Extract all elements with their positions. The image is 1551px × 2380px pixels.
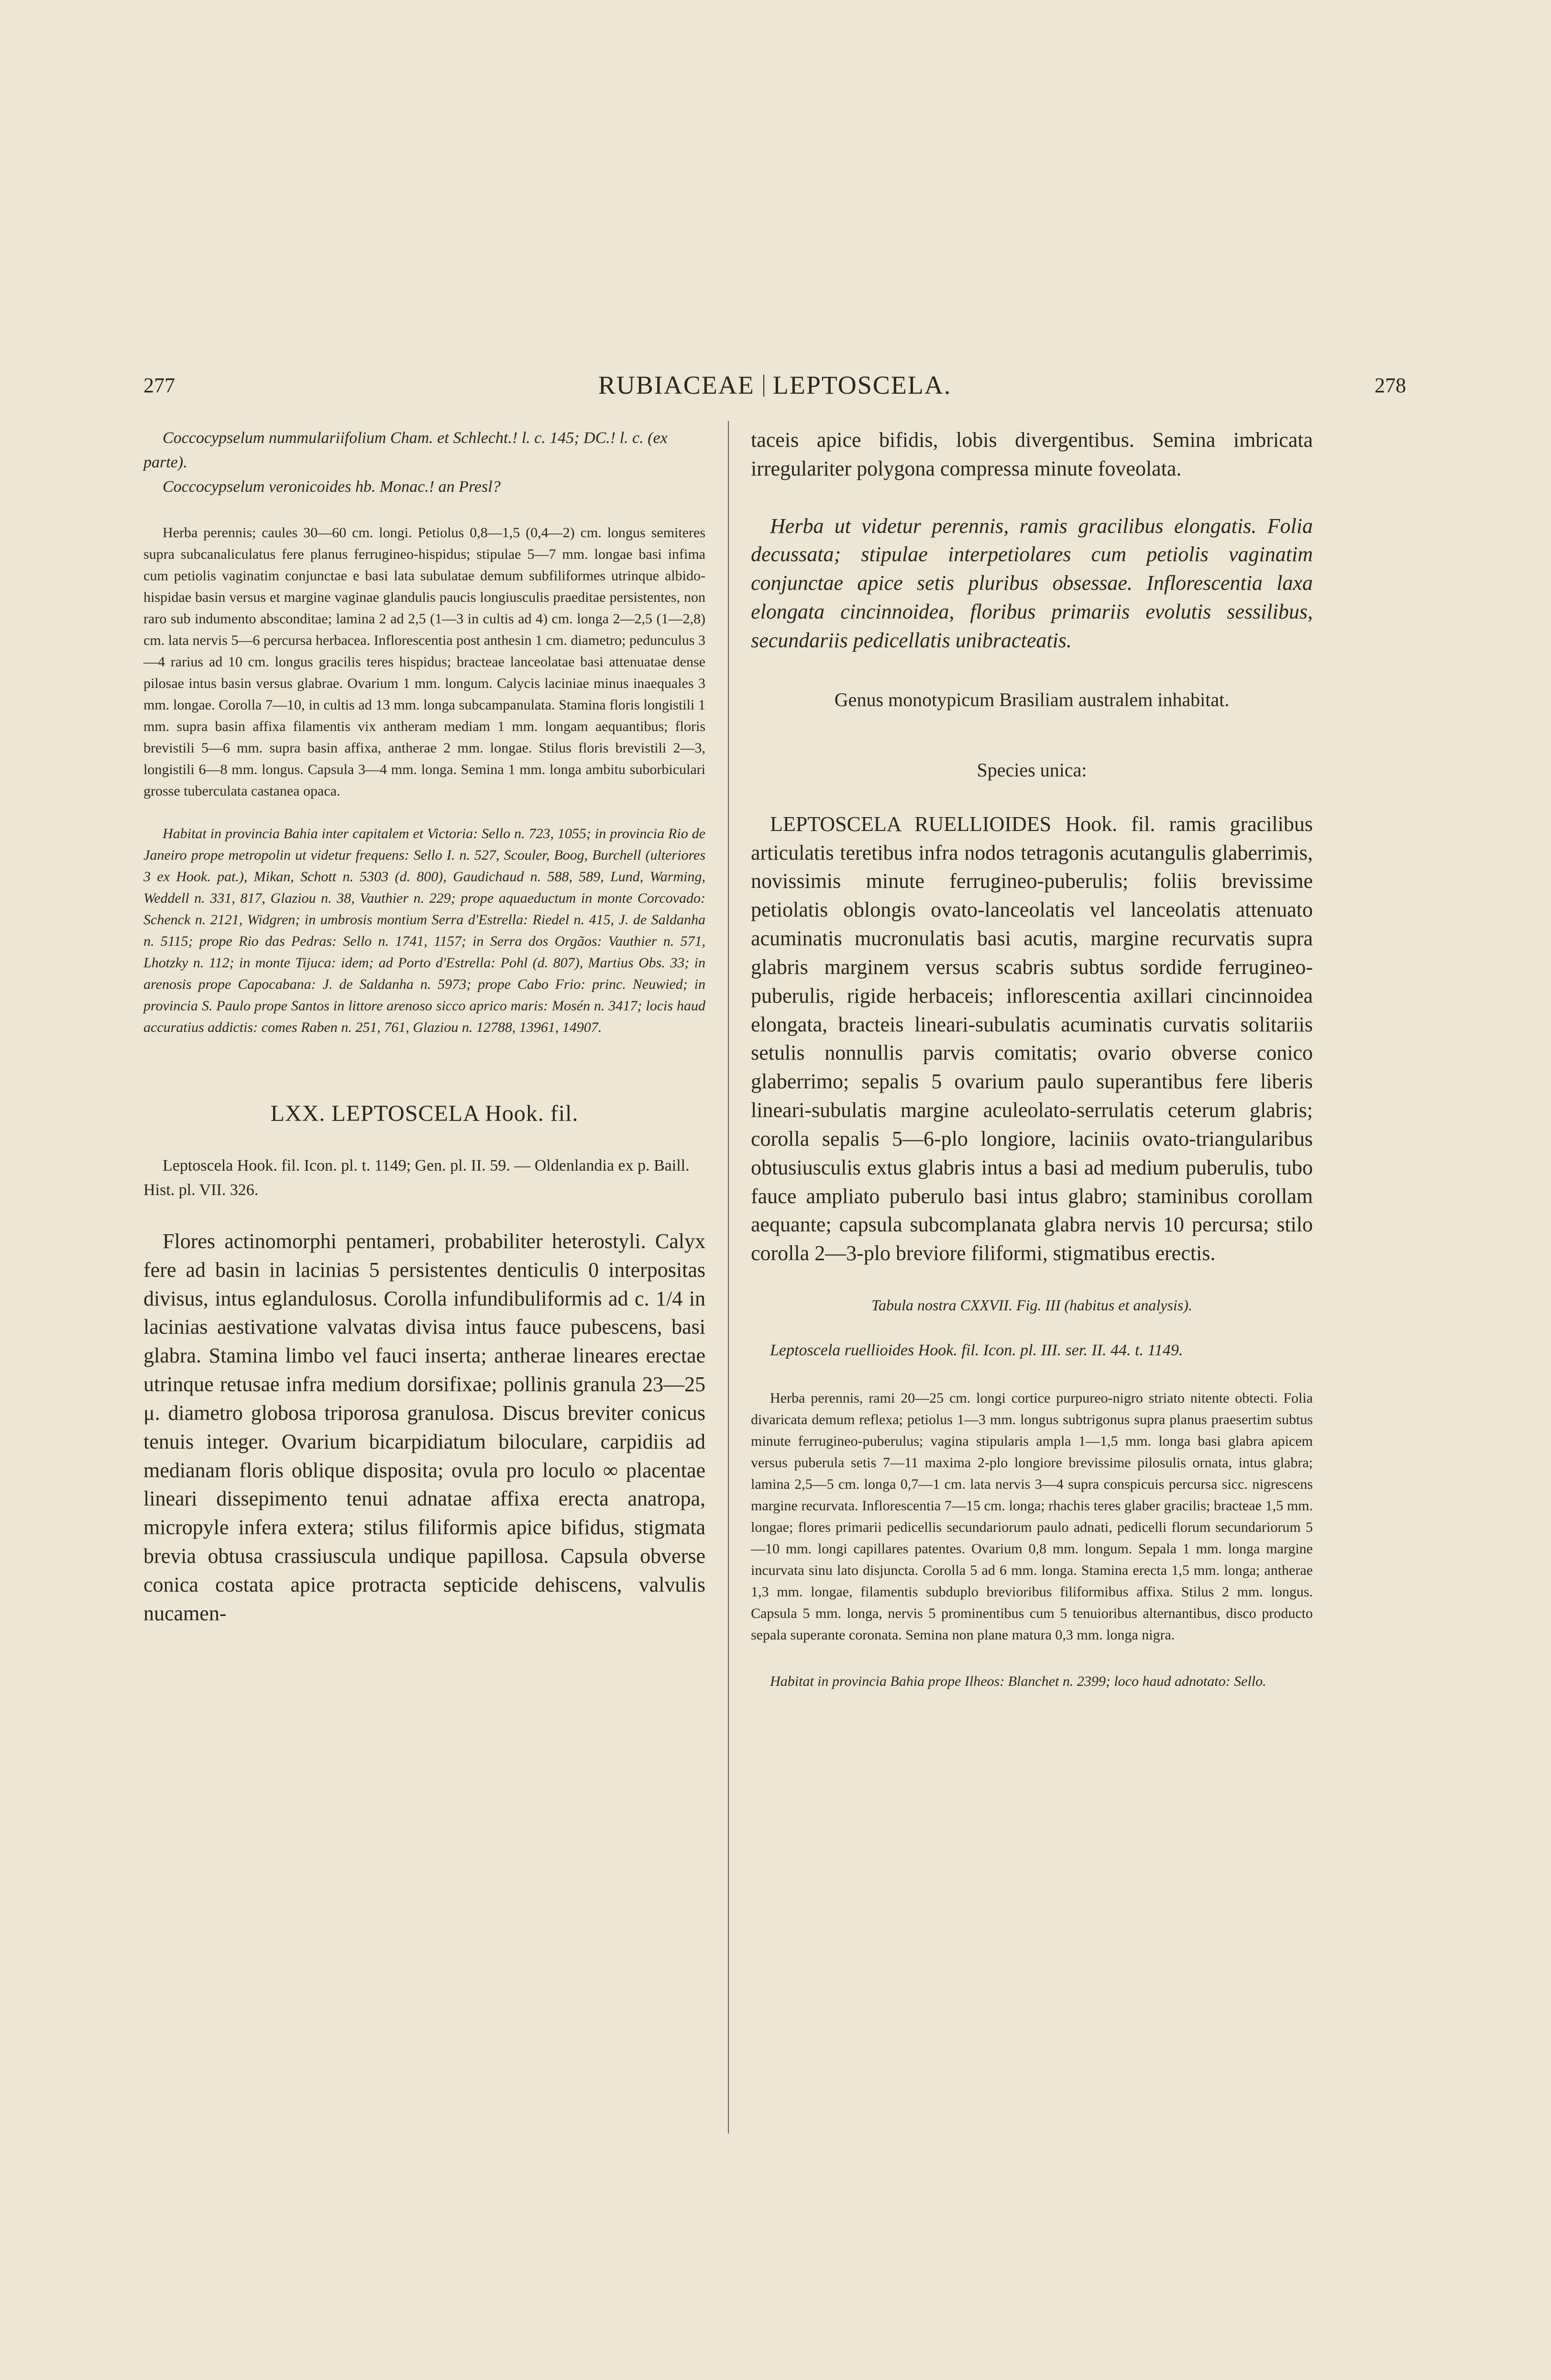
running-title [143, 370, 1406, 400]
running-header [143, 373, 1406, 407]
tabula-reference: Tabula nostra CXXVII. Fig. III (habitus et analysis). [871, 1296, 1192, 1314]
genus-description-continued: taceis apice bifidis, lobis divergentibus. Semina imbricata irregulariter polygona compressa minute foveolata. [751, 428, 1313, 480]
synonym-2: Coccocypselum veronicoides hb. Monac.! an Presl? [163, 478, 501, 496]
header-divider [763, 375, 764, 397]
running-title-left: RUBIACEAE [598, 371, 755, 399]
page-number-right: 278 [1375, 374, 1406, 397]
species-habitat: Habitat in provincia Bahia prope Ilheos: Blanchet n. 2399; loco haud adnotato: Sello. [770, 1673, 1266, 1690]
species-diagnosis: LEPTOSCELA RUELLIOIDES Hook. fil. ramis gracilibus articulatis teretibus infra nodos tetragonis acutangulis glaberrimis, novissimis minute ferrugineo-puberulis; foliis brevissime petiolatis oblongis ovato-lanceolatis vel lanceolatis attenuato acuminatis mucronulatis basi acutis, margine recurvatis supra glabris marginem versus scabris subtus sordide ferrugineo-puberulis, rigide herbaceis; inflorescentia axillari cincinnoidea elongata, bracteis lineari-subulatis acuminatis curvatis solitariis setulis nonnullis parvis comitatis; ovario obverse conico glaberrimo; sepalis 5 ovarium paulo superantibus fere liberis lineari-subulatis margine aculeolato-serrulatis ceterum glabris; corolla sepalis 5—6-plo longiore, laciniis ovato-triangularibus obtusiusculis extus glabris intus a basi ad medium puberulis, tubo fauce ampliato puberulo basi intus glabro; staminibus corollam aequante; capsula subcomplanata glabra nervis 10 percursa; stilo corolla 2—3-plo breviore filiformi, stigmatibus erectis. [751, 812, 1313, 1265]
genus-note: Genus monotypicum Brasiliam australem inhabitat. [834, 688, 1230, 710]
habitat-paragraph: Habitat in provincia Bahia inter capitalem et Victoria: Sello n. 723, 1055; in provincia Rio de Janeiro prope metropolin ut videtur frequens: Sello I. n. 527, Scouler, Boog, Burchell (ulteriores 3 ex Hook. pat.), Mikan, Schott n. 5303 (d. 800), Gaudichaud n. 588, 589, Lund, Warming, Weddell n. 331, 817, Glaziou n. 38, Vauthier n. 229; prope aquaeductum in monte Corcovado: Schenck n. 2121, Widgren; in umbrosis montium Serra d'Estrella: Riedel n. 415, J. de Saldanha n. 5115; prope Rio das Pedras: Sello n. 1741, 1157; in Serra dos Orgãos: Vauthier n. 571, Lhotzky n. 112; in monte Tijuca: idem; ad Porto d'Estrella: Pohl (d. 807), Martius Obs. 33; in arenosis prope Capocabana: J. de Saldanha n. 5973; prope Cabo Frio: princ. Neuwied; in provincia S. Paulo prope Santos in littore arenoso sicco aprico maris: Mosén n. 3417; locis haud accuratius addictis: comes Raben n. 251, 761, Glaziou n. 12788, 13961, 14907. [143, 826, 705, 1035]
page-number-left: 277 [143, 374, 175, 397]
synonym-1: Coccocypselum nummulariifolium Cham. et Schlecht.! l. c. 145; DC.! l. c. (ex parte). [143, 429, 668, 471]
column-divider [728, 421, 729, 2134]
species-detailed-description: Herba perennis, rami 20—25 cm. longi cortice purpureo-nigro striato nitente obtecti. Folia divaricata demum reflexa; petiolus 1—3 mm. longus subtrigonus supra planus praesertim subtus minute ferrugineo-puberulus; vagina stipularis ampla 1—1,5 mm. longa basi glabra apicem versus puberula setis 7—11 maxima 2-plo longiore brevissime pilosulis ornata, intus glabra; lamina 2,5—5 cm. longa 0,7—1 cm. lata nervis 3—4 supra conspicuis percursa sicc. nigrescens margine recurvata. Inflorescentia 7—15 cm. longa; rhachis teres glaber gracilis; bracteae 1,5 mm. longae; flores primarii pedicellis secundariorum paulo adnati, pedicelli florum secundariorum 5—10 mm. longi capillares patentes. Ovarium 0,8 mm. longum. Sepala 1 mm. longa margine incurvata sinu lato disjuncta. Corolla 5 ad 6 mm. longa. Stamina erecta 1,5 mm. longa; antherae 1,3 mm. longae, filamentis subduplo brevioribus filiformibus affixa. Stilus 2 mm. longus. Capsula 5 mm. longa, nervis 5 prominentibus cum 5 tenuioribus alternantibus, disco producto sepala superante coronata. Semina non plane matura 0,3 mm. longa nigra. [751, 1390, 1313, 1643]
running-title-right: LEPTOSCELA. [772, 371, 952, 399]
species-unica: Species unica: [977, 759, 1087, 781]
genus-description: Flores actinomorphi pentameri, probabiliter heterostyli. Calyx fere ad basin in lacinias 5 persistentes denticulis 0 interpositas divisus, intus eglandulosus. Corolla infundibuliformis ad c. 1/4 in lacinias aestivatione valvatas divisa intus fauce pubescens, basi glabra. Stamina limbo vel fauci inserta; antherae lineares erectae utrinque retusae infra medium dorsifixae; pollinis granula 23—25 μ. diametro globosa triporosa granulosa. Discus breviter conicus tenuis integer. Ovarium bicarpidiatum biloculare, carpidiis ad medianam floris oblique disposita; ovula pro loculo ∞ placentae lineari dissepimento tenui adnatae affixa erecta anatropa, micropyle infera extera; stilus filiformis apice bifidus, stigmata brevia obtusa crassiuscula undique papillosa. Capsula obverse conica costata apice protracta septicide dehiscens, valvulis nucamen- [143, 1229, 705, 1625]
right-column [751, 426, 1313, 1692]
genus-heading: LXX. LEPTOSCELA Hook. fil. [270, 1101, 579, 1126]
genus-synonymy: Leptoscela Hook. fil. Icon. pl. t. 1149; Gen. pl. II. 59. — Oldenlandia ex p. Baill. Hist. pl. VII. 326. [143, 1157, 690, 1199]
left-column [143, 426, 705, 1628]
herba-diagnosis: Herba ut videtur perennis, ramis gracilibus elongatis. Folia decussata; stipulae interpetiolares cum petiolis vaginatim conjunctae apice setis pluribus obsessae. Inflorescentia laxa elongata cincinnoidea, floribus primariis evolutis sessilibus, secundariis pedicellatis unibracteatis. [751, 514, 1313, 652]
species-synonymy: Leptoscela ruellioides Hook. fil. Icon. pl. III. ser. II. 44. t. 1149. [770, 1341, 1183, 1360]
species-description: Herba perennis; caules 30—60 cm. longi. Petiolus 0,8—1,5 (0,4—2) cm. longus semiteres supra subcanaliculatus fere planus ferrugineo-hispidus; stipulae 5—7 mm. longae basi infima cum petiolis vaginatim conjunctae e basi lata subulatae demum subfiliformes utrinque albido-hispidae basin versus et margine vaginae glandulis paucis longiusculis praeditae persistentes, non raro sub indumento absconditae; lamina 2 ad 2,5 (1—3 in cultis ad 4) cm. longa 2—2,5 (1—2,8) cm. lata nervis 5—6 percursa herbacea. Inflorescentia post anthesin 1 cm. diametro; pedunculus 3—4 rarius ad 10 cm. longus gracilis teres hispidus; bracteae lanceolatae basi attenuatae dense pilosae intus basin versus glabrae. Ovarium 1 mm. longum. Calycis laciniae minus inaequales 3 mm. longae. Corolla 7—10, in cultis ad 13 mm. longa subcampanulata. Stamina floris longistili 1 mm. supra basin affixa filamentis vix antheram mediam 1 mm. longam aequantibus; floris brevistili 5—6 mm. supra basin affixa, antherae 2 mm. longae. Stilus floris brevistili 2—3, longistili 6—8 mm. longus. Capsula 3—4 mm. longa. Semina 1 mm. longa ambitu suborbiculari grosse tuberculata castanea opaca. [143, 525, 705, 799]
